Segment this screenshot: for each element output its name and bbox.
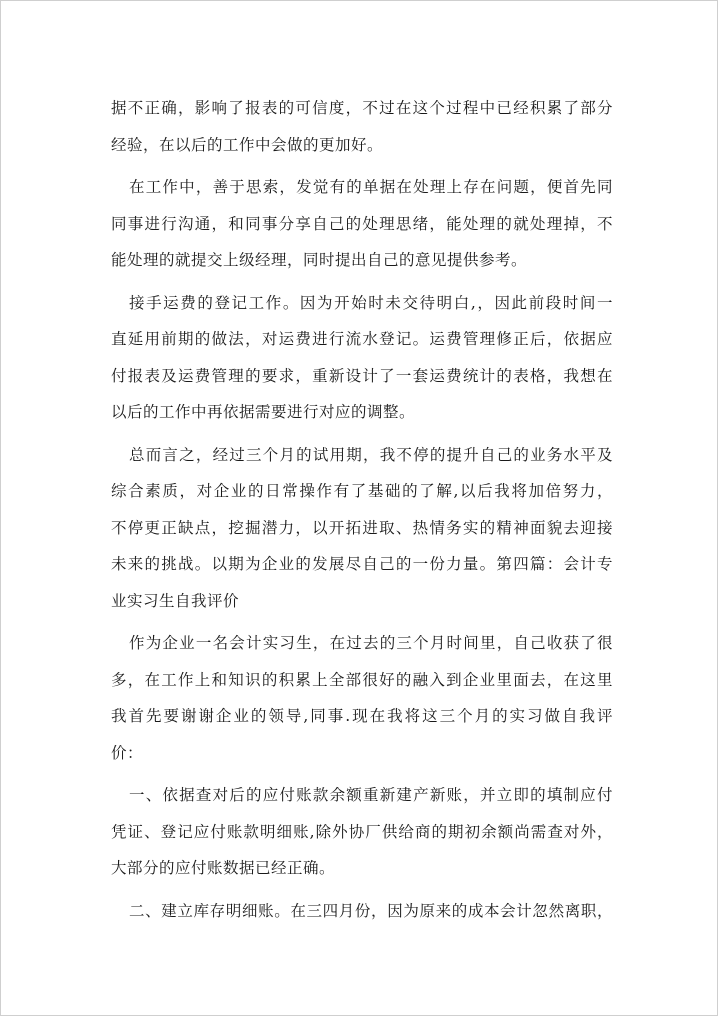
- text-line: 能处理的就提交上级经理，同时提出自己的意见提供参考。: [111, 251, 528, 269]
- text-line: 价：: [111, 743, 144, 762]
- paragraph-7: [111, 893, 613, 930]
- paragraph-5: [111, 625, 613, 771]
- text-line: 一、依据查对后的应付账款余额重新建产新账，并立即的填制应付: [129, 786, 613, 804]
- text-line: 接手运费的登记工作。因为开始时未交待明白,，因此前段时间一: [129, 293, 613, 312]
- text-line: 综合素质，对企业的日常操作有了基础的了解,以后我将加倍努力，: [111, 482, 613, 500]
- text-line: 我首先要谢谢企业的领导,同事.现在我将这三个月的实习做自我评: [111, 707, 613, 725]
- paragraph-3: [111, 285, 613, 431]
- text-line: 同事进行沟通，和同事分享自己的处理思绪，能处理的就处理掉，不: [111, 214, 613, 233]
- document-body: [111, 90, 613, 929]
- text-line: 总而言之，经过三个月的试用期，我不停的提升自己的业务水平及: [129, 445, 613, 464]
- text-line: 在工作中，善于思索，发觉有的单据在处理上存在问题，便首先同: [129, 178, 613, 196]
- paragraph-1: [111, 90, 613, 163]
- text-line: 大部分的应付账数据已经正确。: [111, 859, 336, 877]
- text-line: 未来的挑战。以期为企业的发展尽自己的一份力量。第四篇：会计专: [111, 555, 613, 573]
- text-line: 付报表及运费管理的要求，重新设计了一套运费统计的表格，我想在: [111, 366, 613, 385]
- paragraph-2: [111, 169, 613, 279]
- text-line: 据不正确，影响了报表的可信度，不过在这个过程中已经积累了部分: [111, 99, 613, 117]
- text-line: 业实习生自我评价: [111, 591, 240, 610]
- text-line: 以后的工作中再依据需要进行对应的调整。: [111, 403, 416, 421]
- text-line: 直延用前期的做法，对运费进行流水登记。运费管理修正后，依据应: [111, 330, 613, 348]
- text-line: 凭证、登记应付账款明细账,除外协厂供给商的期初余额尚需查对外，: [111, 822, 613, 841]
- text-line: 多，在工作上和知识的积累上全部很好的融入到企业里面去，在这里: [111, 670, 613, 689]
- text-line: 二、建立库存明细账。在三四月份，因为原来的成本会计忽然离职，: [129, 901, 613, 920]
- paragraph-4: [111, 437, 613, 620]
- text-line: 经验，在以后的工作中会做的更加好。: [111, 135, 384, 154]
- text-line: 不停更正缺点，挖掘潜力，以开拓进取、热情务实的精神面貌去迎接: [111, 518, 613, 537]
- text-line: 作为企业一名会计实习生，在过去的三个月时间里，自己收获了很: [129, 634, 613, 652]
- paragraph-6: [111, 777, 613, 887]
